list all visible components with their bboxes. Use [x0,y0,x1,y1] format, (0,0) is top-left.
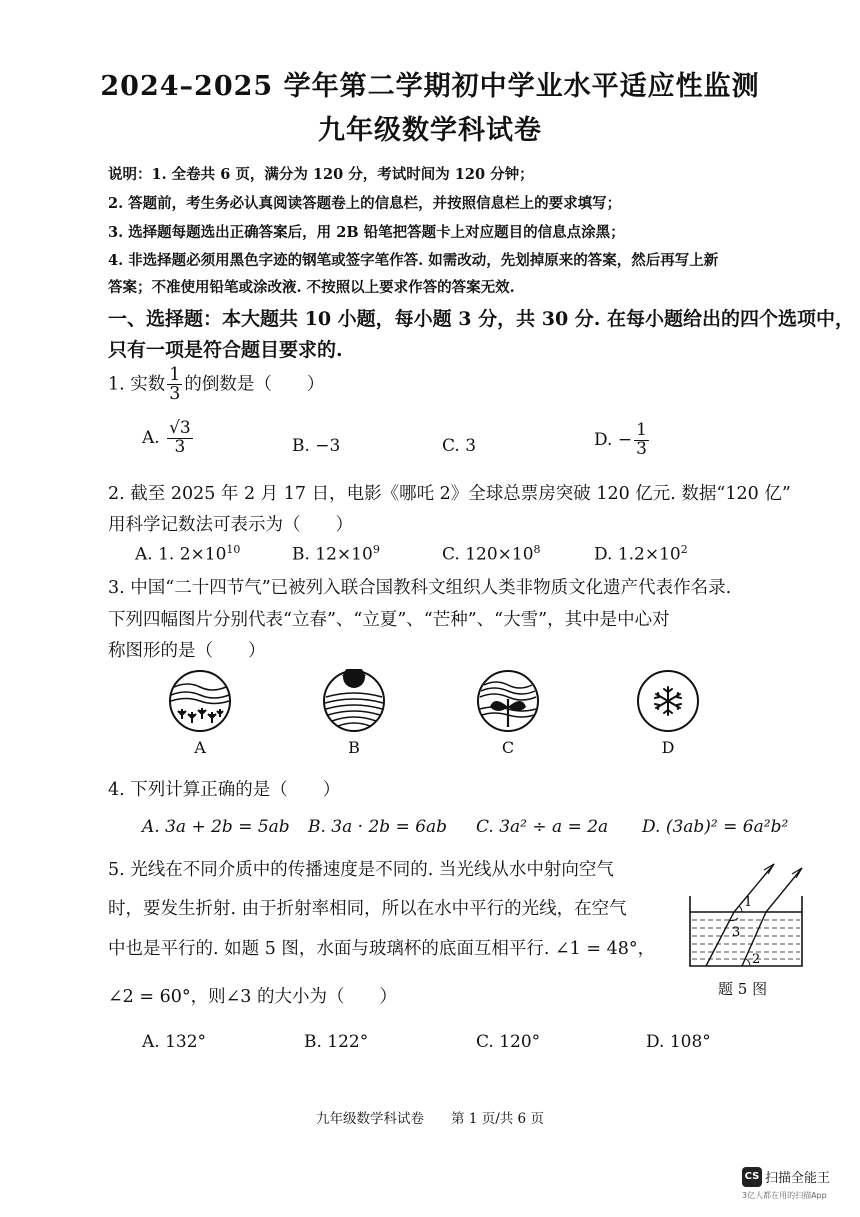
q1-suffix: 的倒数是（ ） [184,374,325,395]
figure-label-c: C [501,738,515,757]
section-header-line1: 一、选择题：本大题共 10 小题，每小题 3 分，共 30 分. 在每小题给出的四个选项中， [108,308,855,330]
fraction-neg-one-third [634,422,649,459]
question-2-line1: 2. 截至 2025 年 2 月 17 日，电影《哪吒 2》全球总票房突破 120 亿元. 数据“120 亿” [108,484,791,504]
question-3-line1: 3. 中国“二十四节气”已被列入联合国教科文组织人类非物质文化遗产代表作名录. [108,578,732,598]
q1-option-c: C. 3 [442,436,477,456]
q2-option-b [292,543,380,565]
angle-1-label: 1 [744,895,753,910]
q1-option-a [142,420,195,457]
question-4-stem: 4. 下列计算正确的是（ ） [108,780,341,800]
question-5-line2: 时，要发生折射. 由于折射率相同，所以在水中平行的光线，在空气 [108,899,627,919]
q4-option-c: C. 3a² ÷ a = 2a [476,817,609,837]
section-header-line2: 只有一项是符合题目要求的. [108,339,343,361]
frac-numerator: 1 [636,420,647,440]
note-1: 说明：1. 全卷共 6 页，满分为 120 分，考试时间为 120 分钟； [108,166,534,183]
frac-numerator: 1 [169,365,181,385]
note-4: 4. 非选择题必须用黑色字迹的钢笔或签字笔作答. 如需改动，先划掉原来的答案，然后再写上新 [108,252,719,269]
frac-numerator: √3 [169,418,191,438]
refraction-glass-diagram [684,862,808,972]
option-text: D. 1.2×10 [594,544,681,565]
frac-denominator: 3 [636,438,647,459]
q5-option-a: A. 132° [142,1032,207,1052]
question-5-line3: 中也是平行的. 如题 5 图，水面与玻璃杯的底面互相平行. ∠1 = 48°， [108,939,656,959]
q2-option-d [594,543,688,565]
camscanner-logo-icon: CS [742,1167,762,1187]
q1-option-d [594,422,651,459]
exponent: 2 [680,543,688,556]
question-3-line3: 称图形的是（ ） [108,641,266,661]
option-text: B. 12×10 [292,544,373,565]
q1-option-b: B. −3 [292,436,341,456]
frac-denominator: 3 [174,436,186,457]
q5-option-c: C. 120° [476,1032,541,1052]
exponent: 10 [226,543,241,556]
watermark-tagline: 3亿人都在用的扫描App [742,1190,827,1200]
exponent: 8 [533,543,541,556]
fraction-sqrt3-over-3 [167,420,193,457]
option-text: A. 1. 2×10 [135,544,227,565]
option-text: C. 120×10 [442,544,534,565]
q2-option-a [135,543,240,565]
note-2: 2. 答题前，考生务必认真阅读答题卷上的信息栏，并按照信息栏上的要求填写； [108,195,622,212]
watermark-brand [742,1166,830,1187]
exam-title-line2: 九年级数学科试卷 [318,115,542,146]
note-3: 3. 选择题每题选出正确答案后，用 2B 铅笔把答题卡上对应题目的信息点涂黑； [108,224,625,241]
question-3-line2: 下列四幅图片分别代表“立春”、“立夏”、“芒种”、“大雪”，其中是中心对 [108,610,670,630]
solar-term-mangzhong-icon [476,669,540,733]
q2-option-c [442,543,541,565]
q1-prefix: 1. 实数 [108,374,166,395]
option-label: D. − [594,429,633,450]
question-5-line4: ∠2 = 60°，则∠3 的大小为（ ） [108,987,397,1007]
scanner-watermark [742,1166,830,1201]
q5-option-b: B. 122° [304,1032,369,1052]
figure-label-b: B [348,738,360,757]
fraction-one-third [167,366,182,404]
frac-denominator: 3 [169,384,181,405]
figure-label-d: D [661,738,675,757]
note-4-cont: 答案；不准使用铅笔或涂改液. 不按照以上要求作答的答案无效. [108,279,515,296]
solar-term-lixia-icon [322,669,386,733]
exponent: 9 [372,543,380,556]
angle-2-label: 2 [752,952,761,967]
solar-term-daxue-icon [636,669,700,733]
page-footer: 九年级数学科试卷 第 1 页/共 6 页 [316,1111,544,1127]
question-1-stem [108,366,324,404]
watermark-app-name: 扫描全能王 [765,1171,831,1186]
figure-5-caption: 题 5 图 [718,980,768,998]
figure-label-a: A [194,738,206,757]
option-label: A. [142,427,160,448]
exam-title-line1: 2024–2025 学年第二学期初中学业水平适应性监测 [100,71,760,102]
question-2-line2: 用科学记数法可表示为（ ） [108,515,353,535]
q4-option-b: B. 3a · 2b = 6ab [308,817,448,837]
question-5-line1: 5. 光线在不同介质中的传播速度是不同的. 当光线从水中射向空气 [108,860,614,880]
angle-3-label: 3 [732,925,741,940]
solar-term-lichun-icon [168,669,232,733]
q4-option-a: A. 3a + 2b = 5ab [142,817,290,837]
q5-option-d: D. 108° [646,1032,711,1052]
q4-option-d: D. (3ab)² = 6a²b² [642,817,789,837]
